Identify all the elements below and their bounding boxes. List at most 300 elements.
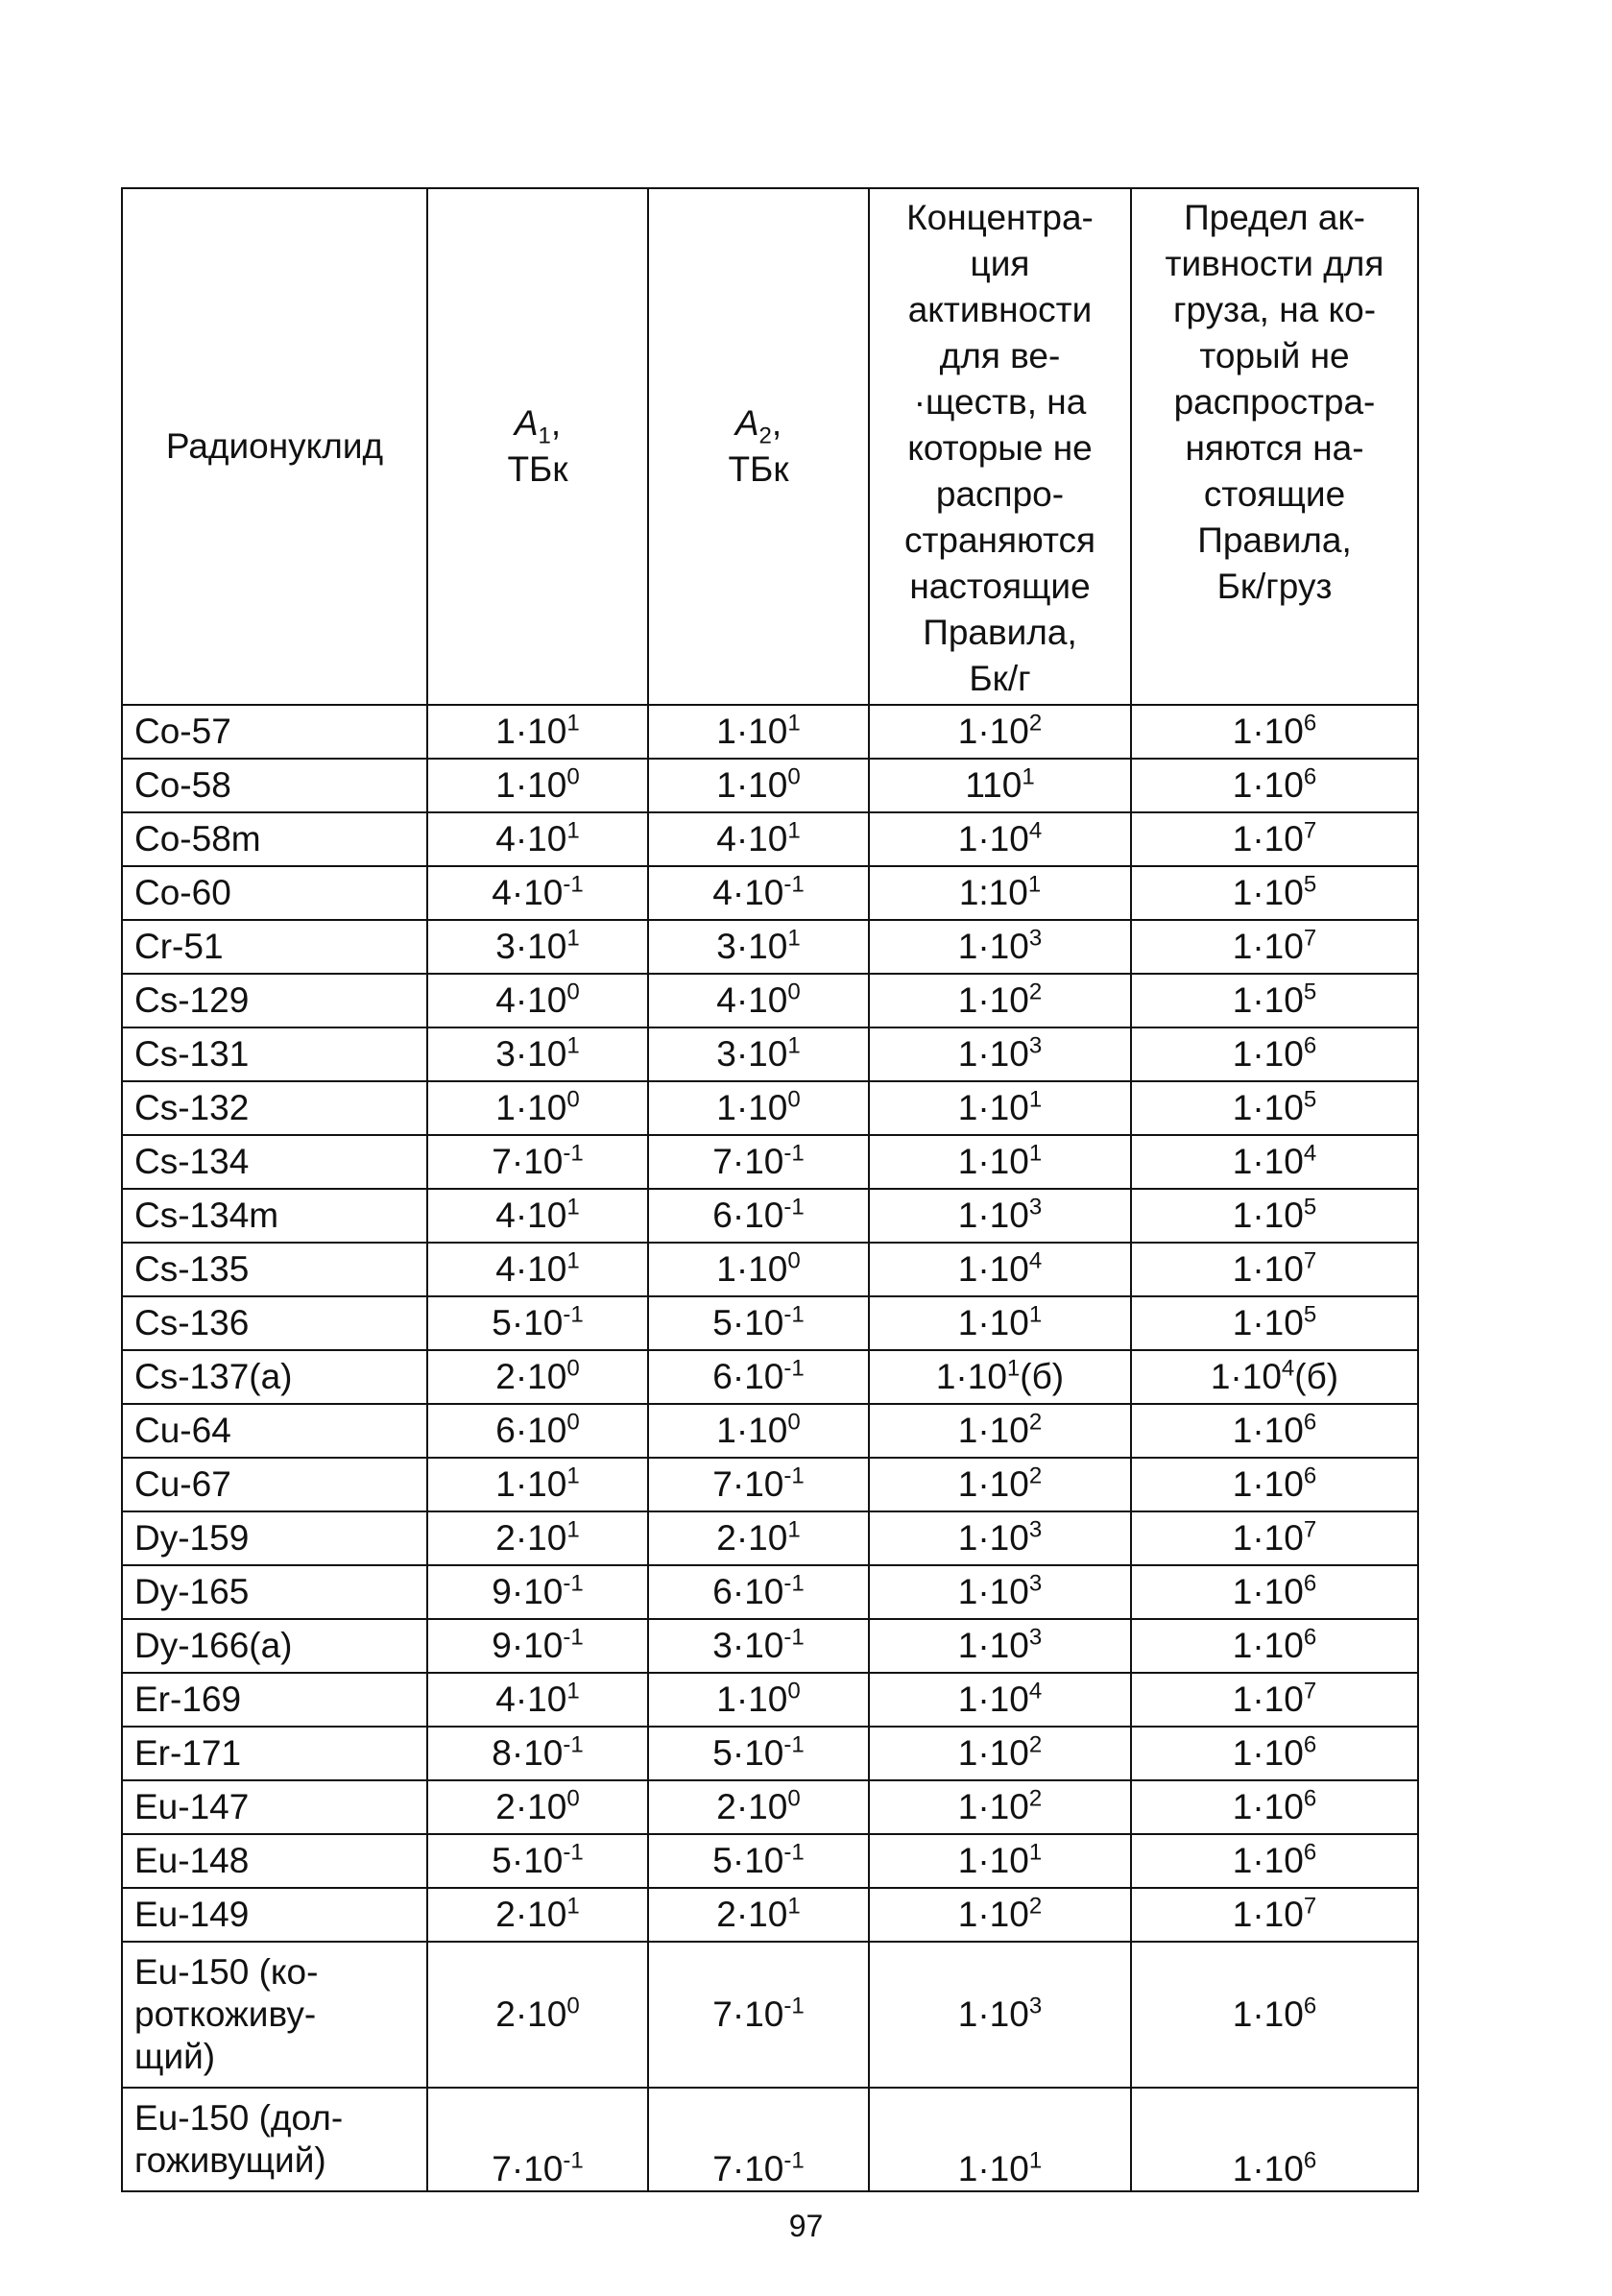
cell-radionuclide-line: роткоживу- <box>134 1994 317 2034</box>
cell-a2-exponent: -1 <box>783 1355 805 1382</box>
cell-activity-limit <box>1131 866 1418 920</box>
cell-concentration-mantissa: 1·10 <box>957 1841 1029 1880</box>
cell-a1 <box>427 920 648 974</box>
cell-activity-limit-mantissa: 1·10 <box>1232 1303 1304 1342</box>
cell-a2 <box>648 920 869 974</box>
cell-concentration-exponent: 1 <box>1028 2147 1043 2174</box>
table-row <box>122 1189 1418 1243</box>
cell-activity-limit-exponent: 7 <box>1303 1516 1317 1543</box>
cell-activity-limit <box>1131 1081 1418 1135</box>
table-row <box>122 1296 1418 1350</box>
cell-concentration-mantissa: 1·10 <box>957 712 1029 751</box>
cell-a1 <box>427 1511 648 1565</box>
cell-a2-exponent: -1 <box>783 871 805 898</box>
cell-activity-limit <box>1131 1511 1418 1565</box>
cell-concentration <box>869 759 1131 812</box>
cell-activity-limit <box>1131 920 1418 974</box>
cell-concentration <box>869 812 1131 866</box>
cell-a2-mantissa: 3·10 <box>712 1626 784 1665</box>
cell-concentration-mantissa: 1·10 <box>957 980 1029 1020</box>
cell-a1-mantissa: 1·10 <box>495 765 567 805</box>
cell-activity-limit-mantissa: 1·10 <box>1232 1787 1304 1826</box>
header-activity-limit-line: распростра- <box>1173 382 1376 422</box>
cell-activity-limit-exponent: 5 <box>1303 1086 1317 1113</box>
cell-concentration-exponent: 3 <box>1028 1032 1043 1059</box>
cell-a2-mantissa: 7·10 <box>712 2149 784 2188</box>
cell-a1 <box>427 1458 648 1511</box>
cell-a2-exponent: -1 <box>783 1570 805 1597</box>
cell-a2 <box>648 1135 869 1189</box>
cell-activity-limit-mantissa: 1·10 <box>1232 873 1304 912</box>
cell-a2 <box>648 1404 869 1458</box>
cell-a1 <box>427 1619 648 1673</box>
table-row <box>122 1673 1418 1727</box>
cell-activity-limit <box>1131 1780 1418 1834</box>
table-row <box>122 1027 1418 1081</box>
cell-radionuclide: Eu-147 <box>122 1780 427 1834</box>
header-concentration-line: ция <box>970 244 1030 283</box>
cell-a2-mantissa: 1·10 <box>716 712 788 751</box>
cell-activity-limit-mantissa: 1·10 <box>1232 1142 1304 1181</box>
page-number: 97 <box>788 2209 824 2243</box>
table-row <box>122 1780 1418 1834</box>
cell-concentration-mantissa: 1:10 <box>958 873 1028 912</box>
cell-a2 <box>648 1565 869 1619</box>
cell-activity-limit <box>1131 974 1418 1027</box>
cell-activity-limit <box>1131 812 1418 866</box>
cell-a1-exponent: -1 <box>563 1570 584 1597</box>
cell-radionuclide <box>122 1942 427 2088</box>
cell-activity-limit <box>1131 1135 1418 1189</box>
table-row <box>122 1350 1418 1404</box>
cell-activity-limit <box>1131 1888 1418 1942</box>
cell-activity-limit <box>1131 759 1418 812</box>
cell-radionuclide: Cs-131 <box>122 1027 427 1081</box>
cell-a1-mantissa: 5·10 <box>492 1303 564 1342</box>
cell-concentration <box>869 1565 1131 1619</box>
cell-concentration-exponent: 1 <box>1028 1140 1043 1167</box>
cell-activity-limit-mantissa: 1·10 <box>1232 1249 1304 1289</box>
cell-radionuclide-line: гоживущий) <box>134 2140 326 2180</box>
cell-a1-mantissa: 2·10 <box>495 1994 567 2034</box>
cell-a2 <box>648 2088 869 2191</box>
cell-a1 <box>427 1834 648 1888</box>
cell-concentration-mantissa: 1·10 <box>957 1680 1029 1719</box>
cell-activity-limit-exponent: 5 <box>1303 1301 1317 1328</box>
cell-a1-exponent: 1 <box>566 1678 580 1704</box>
cell-concentration-mantissa: 1·10 <box>957 1994 1029 2034</box>
cell-a2-mantissa: 1·10 <box>716 1411 788 1450</box>
cell-concentration <box>869 1727 1131 1780</box>
radionuclide-table <box>121 187 1419 2192</box>
cell-a1-exponent: 1 <box>566 710 580 737</box>
cell-activity-limit-mantissa: 1·10 <box>1232 1088 1304 1127</box>
table-row <box>122 1458 1418 1511</box>
cell-activity-limit-mantissa: 1·10 <box>1232 1464 1304 1504</box>
header-a2-unit: ТБк <box>728 449 789 489</box>
cell-concentration-mantissa: 1·10 <box>957 1518 1029 1558</box>
cell-concentration-mantissa: 1·10 <box>957 1572 1029 1611</box>
cell-radionuclide: Cs-137(a) <box>122 1350 427 1404</box>
cell-a1-exponent: 0 <box>566 1086 580 1113</box>
cell-a2 <box>648 1619 869 1673</box>
cell-a2-exponent: -1 <box>783 1993 805 2019</box>
header-a1-unit: ТБк <box>507 449 568 489</box>
cell-activity-limit-mantissa: 1·10 <box>1232 1895 1304 1934</box>
cell-a1-mantissa: 6·10 <box>495 1411 567 1450</box>
cell-activity-limit-mantissa: 1·10 <box>1232 819 1304 858</box>
cell-radionuclide: Dy-165 <box>122 1565 427 1619</box>
table-row <box>122 1135 1418 1189</box>
table-row <box>122 1619 1418 1673</box>
cell-a1-exponent: 1 <box>566 1462 580 1489</box>
cell-a1 <box>427 1189 648 1243</box>
cell-a1-exponent: 1 <box>566 817 580 844</box>
cell-concentration-mantissa: 1·10 <box>957 1196 1029 1235</box>
cell-concentration-mantissa: 1·10 <box>957 1034 1029 1074</box>
cell-activity-limit <box>1131 1243 1418 1296</box>
header-concentration-line: ·ществ, на <box>913 382 1087 422</box>
cell-a2 <box>648 1888 869 1942</box>
cell-concentration-mantissa: 1·10 <box>957 1787 1029 1826</box>
cell-radionuclide: Er-171 <box>122 1727 427 1780</box>
cell-concentration-exponent: 4 <box>1028 1678 1043 1704</box>
header-activity-limit-line: стоящие <box>1203 474 1346 514</box>
cell-a2-mantissa: 5·10 <box>712 1303 784 1342</box>
cell-a1-mantissa: 4·10 <box>495 980 567 1020</box>
cell-radionuclide: Co-60 <box>122 866 427 920</box>
table-row <box>122 1243 1418 1296</box>
cell-a1-mantissa: 2·10 <box>495 1787 567 1826</box>
cell-activity-limit-exponent: 6 <box>1303 1624 1317 1651</box>
cell-concentration-exponent: 3 <box>1028 1194 1043 1221</box>
cell-concentration-exponent: 1 <box>1028 1839 1043 1866</box>
cell-concentration-mantissa: 1·10 <box>957 927 1029 966</box>
cell-concentration-exponent: 3 <box>1028 1516 1043 1543</box>
cell-a1-mantissa: 7·10 <box>492 2149 564 2188</box>
table-row <box>122 759 1418 812</box>
table-row <box>122 705 1418 759</box>
cell-concentration <box>869 1673 1131 1727</box>
cell-concentration <box>869 1458 1131 1511</box>
cell-radionuclide-line: Eu-150 (дол- <box>134 2098 344 2138</box>
cell-activity-limit-mantissa: 1·10 <box>1232 712 1304 751</box>
table-header-row <box>122 188 1418 705</box>
cell-a2-exponent: 0 <box>787 1409 801 1436</box>
cell-radionuclide: Cr-51 <box>122 920 427 974</box>
cell-a1 <box>427 1350 648 1404</box>
cell-a2-exponent: 1 <box>787 817 801 844</box>
cell-activity-limit <box>1131 1834 1418 1888</box>
header-concentration-line: распро- <box>935 474 1065 514</box>
cell-concentration <box>869 1780 1131 1834</box>
cell-concentration-mantissa: 1·10 <box>935 1357 1007 1396</box>
cell-a1 <box>427 1027 648 1081</box>
cell-concentration <box>869 1243 1131 1296</box>
cell-a2-mantissa: 2·10 <box>716 1518 788 1558</box>
cell-activity-limit <box>1131 1404 1418 1458</box>
cell-a2 <box>648 1780 869 1834</box>
cell-activity-limit-mantissa: 1·10 <box>1232 1034 1304 1074</box>
cell-a2-mantissa: 2·10 <box>716 1895 788 1934</box>
cell-a2 <box>648 705 869 759</box>
cell-a2 <box>648 1511 869 1565</box>
cell-a1 <box>427 1404 648 1458</box>
cell-a2 <box>648 1834 869 1888</box>
cell-activity-limit <box>1131 1942 1418 2088</box>
header-concentration-line: которые не <box>907 428 1093 468</box>
cell-concentration <box>869 1081 1131 1135</box>
cell-radionuclide: Cs-134m <box>122 1189 427 1243</box>
cell-concentration-exponent: 2 <box>1028 1409 1043 1436</box>
cell-a2-exponent: 0 <box>787 1086 801 1113</box>
cell-a2 <box>648 1296 869 1350</box>
cell-a2 <box>648 1189 869 1243</box>
cell-a2-exponent: 1 <box>787 1516 801 1543</box>
cell-a1-exponent: 0 <box>566 1993 580 2019</box>
cell-concentration-exponent: 2 <box>1028 1785 1043 1812</box>
header-activity-limit-line: торый не <box>1199 336 1350 375</box>
cell-a2-mantissa: 6·10 <box>712 1572 784 1611</box>
cell-a1-mantissa: 1·10 <box>495 712 567 751</box>
cell-a1-exponent: 1 <box>566 925 580 952</box>
cell-radionuclide: Co-58 <box>122 759 427 812</box>
cell-activity-limit-exponent: 6 <box>1303 1462 1317 1489</box>
header-concentration-line: для ве- <box>939 336 1061 375</box>
cell-a2 <box>648 974 869 1027</box>
header-a2-symbol: A <box>734 403 759 443</box>
cell-concentration-mantissa: 1·10 <box>957 1411 1029 1450</box>
cell-a1-exponent: -1 <box>563 2147 584 2174</box>
cell-a2-exponent: -1 <box>783 2147 805 2174</box>
table-row <box>122 866 1418 920</box>
cell-a2-mantissa: 1·10 <box>716 1088 788 1127</box>
header-activity-limit-line: Правила, <box>1197 520 1352 560</box>
cell-a1-mantissa: 2·10 <box>495 1357 567 1396</box>
cell-a1-exponent: 1 <box>566 1893 580 1920</box>
cell-concentration-mantissa: 1·10 <box>957 1464 1029 1504</box>
cell-activity-limit-mantissa: 1·10 <box>1232 1733 1304 1773</box>
cell-a1-exponent: 1 <box>566 1247 580 1274</box>
cell-a2-mantissa: 4·10 <box>716 819 788 858</box>
cell-a2-exponent: -1 <box>783 1140 805 1167</box>
cell-activity-limit <box>1131 1619 1418 1673</box>
header-concentration-line: активности <box>907 290 1093 329</box>
cell-a1 <box>427 1780 648 1834</box>
cell-a1-mantissa: 8·10 <box>492 1733 564 1773</box>
cell-a1-exponent: 0 <box>566 1409 580 1436</box>
cell-a2-exponent: -1 <box>783 1731 805 1758</box>
cell-a2-mantissa: 5·10 <box>712 1733 784 1773</box>
cell-a2-exponent: 0 <box>787 1678 801 1704</box>
cell-a1-mantissa: 5·10 <box>492 1841 564 1880</box>
cell-radionuclide: Cs-135 <box>122 1243 427 1296</box>
cell-a1 <box>427 866 648 920</box>
cell-a1-mantissa: 4·10 <box>495 1680 567 1719</box>
cell-a2 <box>648 759 869 812</box>
cell-activity-limit-exponent: 6 <box>1303 1993 1317 2019</box>
table-row <box>122 2088 1418 2191</box>
cell-activity-limit-exponent: 7 <box>1303 1678 1317 1704</box>
cell-concentration-mantissa: 1·10 <box>957 1249 1029 1289</box>
cell-a1-mantissa: 4·10 <box>495 1249 567 1289</box>
cell-a2-mantissa: 4·10 <box>712 873 784 912</box>
cell-a1-mantissa: 3·10 <box>495 927 567 966</box>
cell-concentration-exponent: 1 <box>1028 1301 1043 1328</box>
cell-a1 <box>427 812 648 866</box>
header-concentration <box>869 188 1131 705</box>
cell-a1-mantissa: 2·10 <box>495 1518 567 1558</box>
header-concentration-line: страняются <box>903 520 1096 560</box>
cell-a1-mantissa: 4·10 <box>492 873 564 912</box>
cell-concentration-mantissa: 1·10 <box>957 1895 1029 1934</box>
cell-concentration <box>869 2088 1131 2191</box>
cell-a1 <box>427 1243 648 1296</box>
cell-concentration-exponent: 4 <box>1028 817 1043 844</box>
cell-activity-limit-exponent: 5 <box>1303 871 1317 898</box>
cell-a1-exponent: -1 <box>563 1301 584 1328</box>
cell-a2 <box>648 1942 869 2088</box>
cell-concentration <box>869 1834 1131 1888</box>
cell-a2-exponent: 1 <box>787 1893 801 1920</box>
cell-concentration-mantissa: 1·10 <box>957 1088 1029 1127</box>
cell-activity-limit <box>1131 1565 1418 1619</box>
table-row <box>122 1511 1418 1565</box>
cell-radionuclide: Eu-149 <box>122 1888 427 1942</box>
cell-a2-exponent: -1 <box>783 1839 805 1866</box>
cell-activity-limit-mantissa: 1·10 <box>1232 1994 1304 2034</box>
cell-concentration-mantissa: 1·10 <box>957 1733 1029 1773</box>
cell-radionuclide-line: Eu-150 (ко- <box>134 1952 319 1992</box>
cell-a2-mantissa: 7·10 <box>712 1994 784 2034</box>
cell-a2-mantissa: 6·10 <box>712 1196 784 1235</box>
cell-a1 <box>427 1727 648 1780</box>
cell-concentration-exponent: 2 <box>1028 710 1043 737</box>
cell-a2 <box>648 1727 869 1780</box>
table-row <box>122 1834 1418 1888</box>
header-concentration-line: настоящие <box>909 567 1091 606</box>
cell-a1 <box>427 1565 648 1619</box>
cell-activity-limit-suffix: (б) <box>1294 1357 1339 1396</box>
cell-a1-exponent: -1 <box>563 1731 584 1758</box>
header-a1: $A_1$, ТБк <box>427 188 648 705</box>
cell-a1-exponent: -1 <box>563 871 584 898</box>
cell-activity-limit-mantissa: 1·10 <box>1232 1411 1304 1450</box>
cell-a2-mantissa: 7·10 <box>712 1464 784 1504</box>
cell-a2-mantissa: 2·10 <box>716 1787 788 1826</box>
header-a2-subscript: 2 <box>758 423 772 449</box>
cell-a2-mantissa: 6·10 <box>712 1357 784 1396</box>
cell-activity-limit <box>1131 1458 1418 1511</box>
cell-activity-limit-exponent: 7 <box>1303 817 1317 844</box>
cell-activity-limit <box>1131 1189 1418 1243</box>
cell-concentration <box>869 1942 1131 2088</box>
header-a1-subscript: 1 <box>538 423 551 449</box>
cell-activity-limit-exponent: 7 <box>1303 925 1317 952</box>
cell-radionuclide: Cu-64 <box>122 1404 427 1458</box>
cell-activity-limit-exponent: 6 <box>1303 763 1317 790</box>
cell-radionuclide: Co-58m <box>122 812 427 866</box>
table-row <box>122 1565 1418 1619</box>
cell-concentration-exponent: 3 <box>1028 1624 1043 1651</box>
cell-concentration <box>869 974 1131 1027</box>
header-radionuclide: Радионуклид <box>122 188 427 705</box>
cell-a2-mantissa: 3·10 <box>716 1034 788 1074</box>
cell-radionuclide: Co-57 <box>122 705 427 759</box>
cell-activity-limit-mantissa: 1·10 <box>1232 1518 1304 1558</box>
cell-a1-exponent: 1 <box>566 1032 580 1059</box>
cell-concentration <box>869 1189 1131 1243</box>
cell-a2-exponent: 0 <box>787 1785 801 1812</box>
cell-concentration-mantissa: 1·10 <box>957 1303 1029 1342</box>
cell-a1 <box>427 1081 648 1135</box>
cell-concentration-exponent: 4 <box>1028 1247 1043 1274</box>
header-activity-limit-line: Бк/груз <box>1216 567 1333 606</box>
cell-a2-mantissa: 4·10 <box>716 980 788 1020</box>
cell-activity-limit <box>1131 1027 1418 1081</box>
cell-activity-limit-exponent: 6 <box>1303 1731 1317 1758</box>
cell-activity-limit-exponent: 5 <box>1303 979 1317 1005</box>
header-concentration-line: Правила, <box>923 613 1077 652</box>
cell-radionuclide: Cu-67 <box>122 1458 427 1511</box>
cell-a1-exponent: -1 <box>563 1140 584 1167</box>
cell-concentration-suffix: (б) <box>1020 1357 1065 1396</box>
cell-activity-limit-exponent: 4 <box>1281 1355 1295 1382</box>
cell-activity-limit <box>1131 1727 1418 1780</box>
cell-concentration-exponent: 2 <box>1028 1462 1043 1489</box>
cell-activity-limit <box>1131 1296 1418 1350</box>
cell-radionuclide: Dy-166(a) <box>122 1619 427 1673</box>
cell-radionuclide: Cs-132 <box>122 1081 427 1135</box>
cell-a1-exponent: 0 <box>566 763 580 790</box>
cell-activity-limit-mantissa: 1·10 <box>1232 1626 1304 1665</box>
cell-a1-mantissa: 9·10 <box>492 1572 564 1611</box>
table-row <box>122 1888 1418 1942</box>
cell-concentration <box>869 1404 1131 1458</box>
cell-activity-limit-exponent: 6 <box>1303 1409 1317 1436</box>
cell-a1-exponent: 1 <box>566 1194 580 1221</box>
cell-a2-exponent: 0 <box>787 979 801 1005</box>
cell-a2-exponent: -1 <box>783 1301 805 1328</box>
cell-a1-exponent: 0 <box>566 1355 580 1382</box>
cell-activity-limit-mantissa: 1·10 <box>1232 1680 1304 1719</box>
cell-radionuclide: Dy-159 <box>122 1511 427 1565</box>
cell-concentration-exponent: 3 <box>1028 1570 1043 1597</box>
cell-concentration-mantissa: 1·10 <box>957 819 1029 858</box>
header-activity-limit-line: груза, на ко- <box>1172 290 1377 329</box>
cell-a1-exponent: 0 <box>566 979 580 1005</box>
cell-activity-limit-exponent: 4 <box>1303 1140 1317 1167</box>
cell-activity-limit-exponent: 7 <box>1303 1247 1317 1274</box>
cell-activity-limit-exponent: 6 <box>1303 1570 1317 1597</box>
cell-activity-limit-exponent: 6 <box>1303 710 1317 737</box>
table-row <box>122 1404 1418 1458</box>
cell-activity-limit-exponent: 7 <box>1303 1893 1317 1920</box>
cell-concentration-exponent: 1 <box>1006 1355 1021 1382</box>
cell-a2-mantissa: 5·10 <box>712 1841 784 1880</box>
table-row <box>122 1081 1418 1135</box>
cell-activity-limit <box>1131 1350 1418 1404</box>
header-a1-symbol: A <box>514 403 539 443</box>
cell-concentration <box>869 705 1131 759</box>
cell-concentration-exponent: 3 <box>1028 925 1043 952</box>
cell-activity-limit <box>1131 1673 1418 1727</box>
header-concentration-line: Концентра- <box>906 198 1094 237</box>
cell-a1-mantissa: 7·10 <box>492 1142 564 1181</box>
cell-a1 <box>427 1135 648 1189</box>
cell-activity-limit-exponent: 6 <box>1303 1032 1317 1059</box>
cell-a2-mantissa: 1·10 <box>716 765 788 805</box>
